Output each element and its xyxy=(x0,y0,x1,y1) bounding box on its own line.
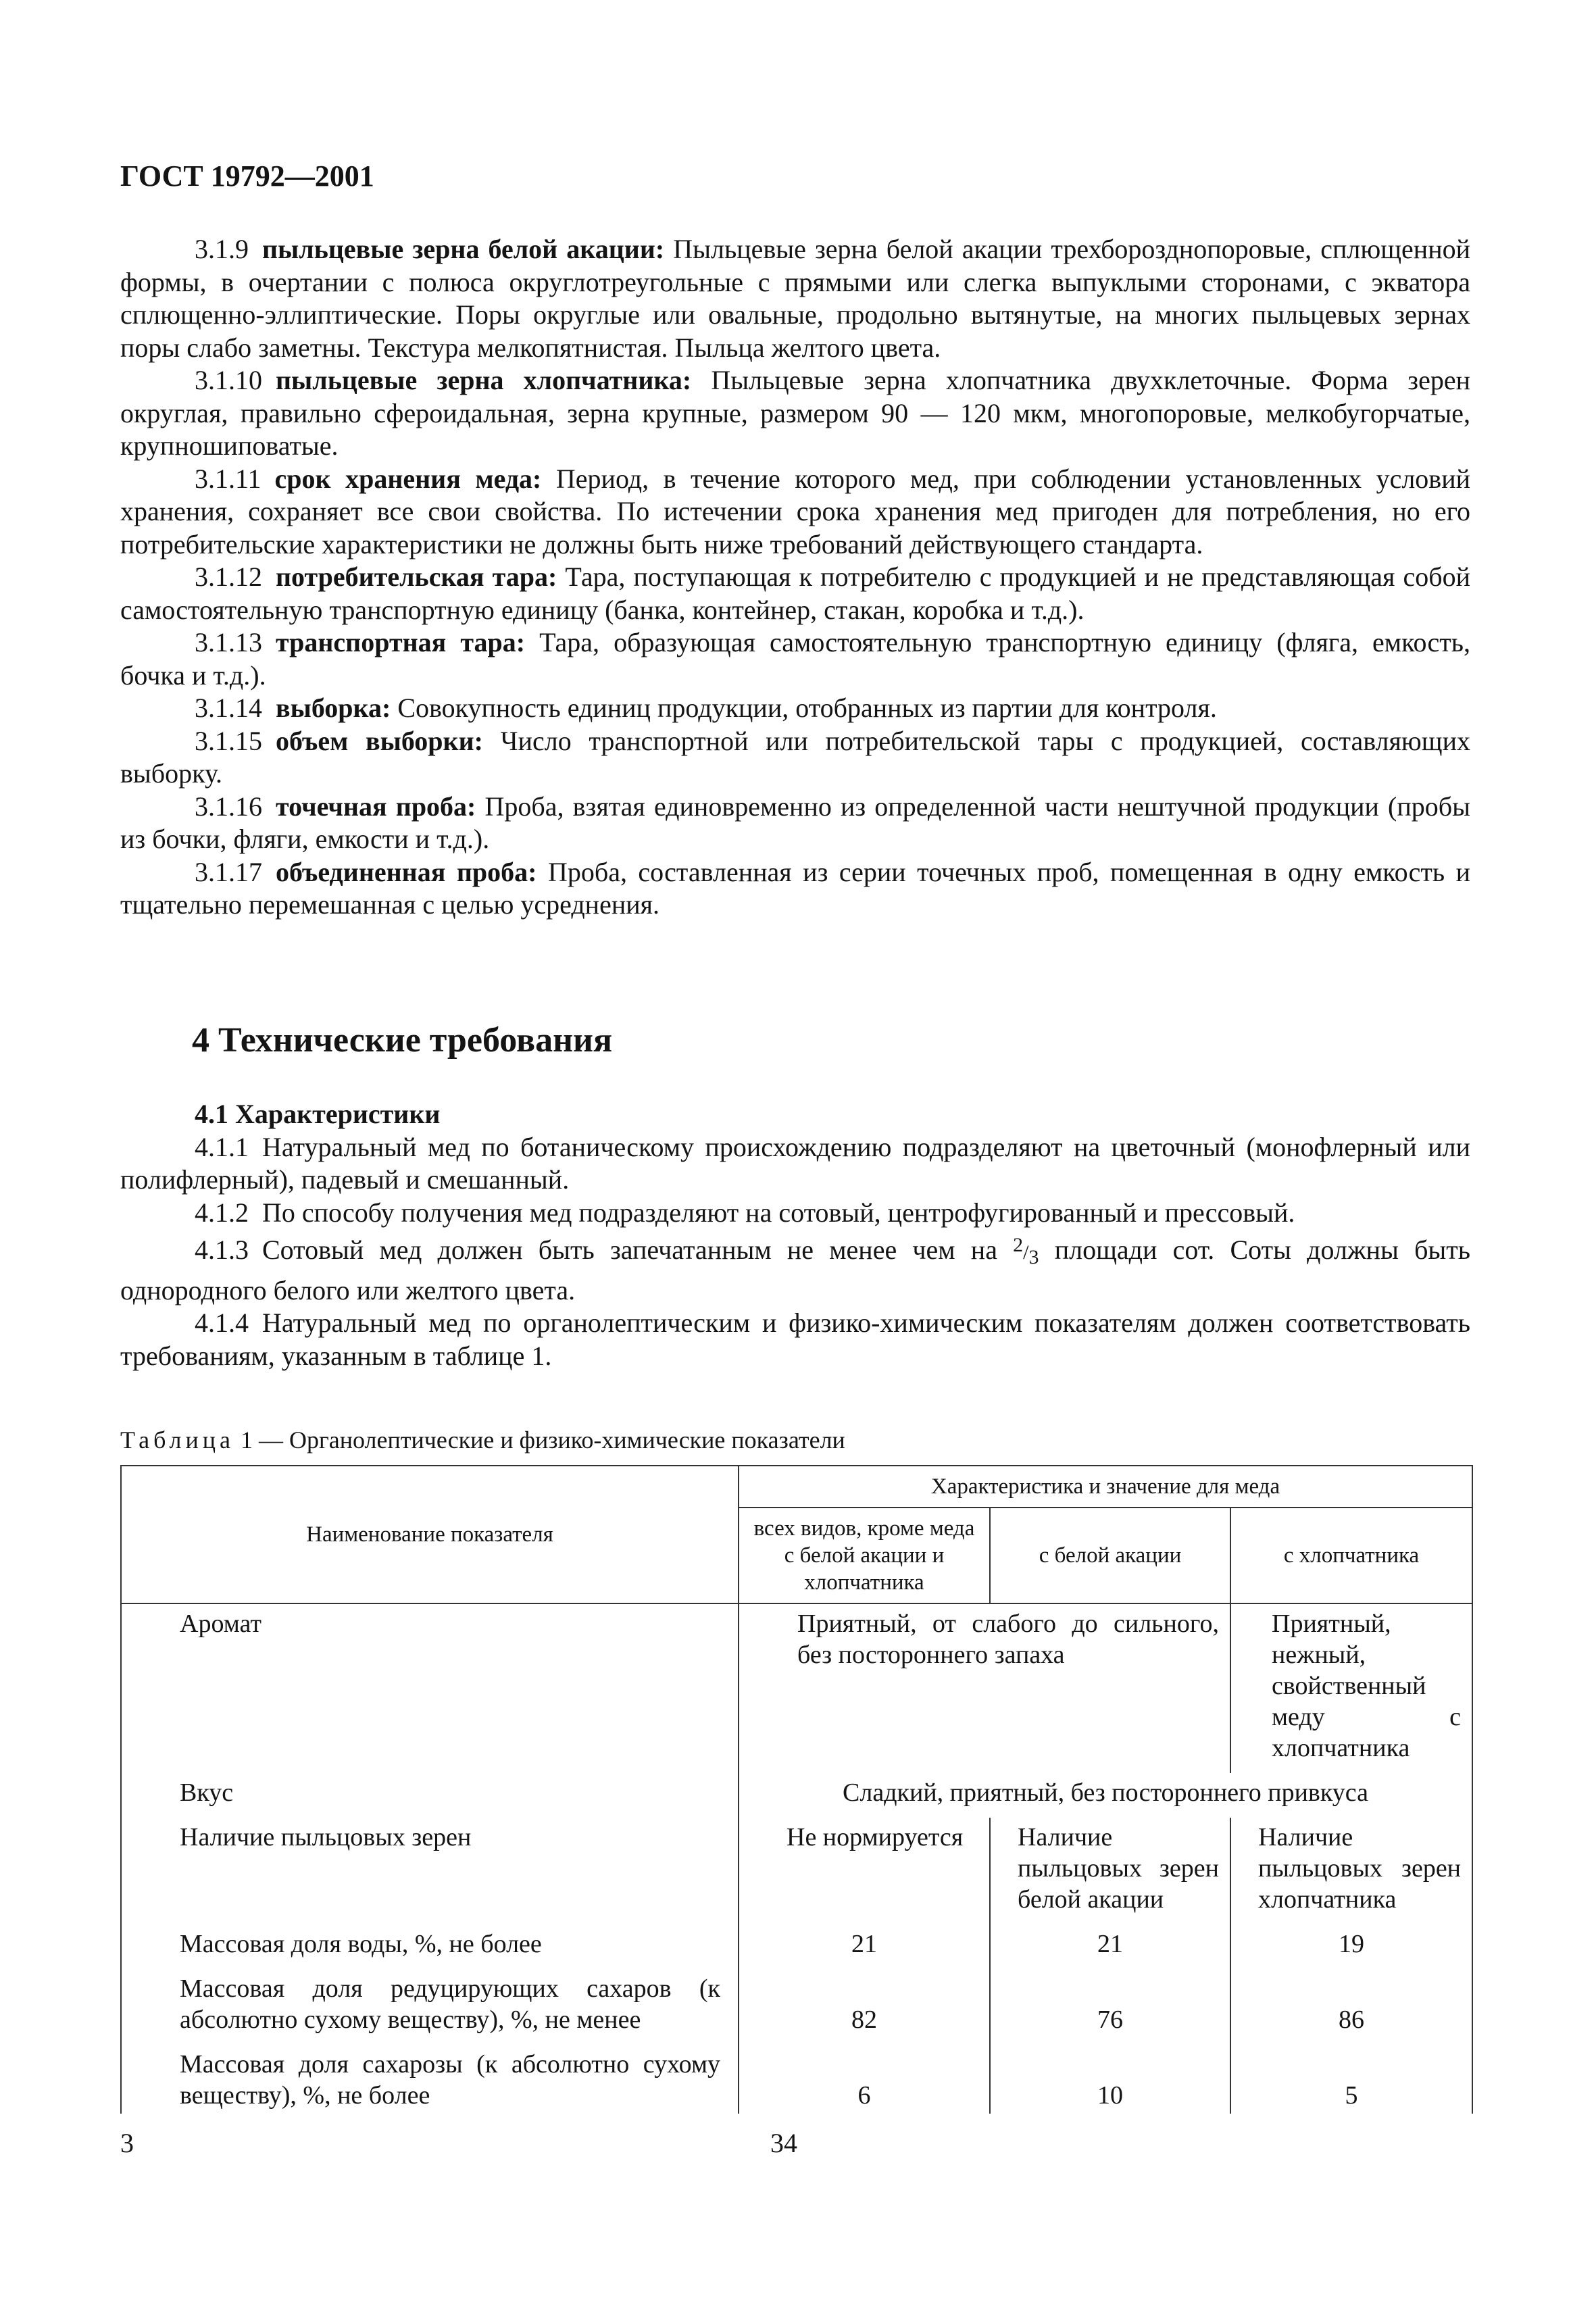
subsection-title: 4.1 Характеристики xyxy=(195,1099,441,1129)
clause-4-1-2: 4.1.2 По способу получения мед подразделяют на сотовый, центрофугированный и прессовый. xyxy=(195,1197,1295,1228)
table-row xyxy=(121,1818,1472,1924)
row-name: Массовая доля редуцирующих сахаров (к абсолютно сухому веществу), %, не менее xyxy=(121,1969,739,2045)
clause-3-1-16: 3.1.16 точечная проба: Проба, взятая единовременно из определенной части нештучной продукции (пробы из бочки, фляги, емкости и т.д.). xyxy=(120,791,1471,854)
column-header-group: Характеристика и значение для меда xyxy=(739,1466,1472,1508)
column-header-cotton: с хлопчатника xyxy=(1230,1508,1472,1603)
clause-3-1-9: 3.1.9 пыльцевые зерна белой акации: Пыльцевые зерна белой акации трехборозднопоровые, сплющенной формы, в очертании с полюса округлотреугольные с прямыми или слегка выпуклыми сторонами, с экватора сплющенно-эллиптические. Поры округлые или овальные, продольно вытянутые, на многих пыльцевых зернах поры слабо заметны. Текстура мелкопятнистая. Пыльца желтого цвета. xyxy=(120,234,1471,363)
clause-3-1-17: 3.1.17 объединенная проба: Проба, составленная из серии точечных проб, помещенная в одну емкость и тщательно перемешанная с целью усреднения. xyxy=(120,856,1471,920)
clause-3-1-13: 3.1.13 транспортная тара: Тара, образующая самостоятельную транспортную единицу (фляга, емкость, бочка и т.д.). xyxy=(120,627,1470,691)
definitions-section xyxy=(120,233,1470,922)
table-row xyxy=(121,1773,1472,1818)
column-header-name: Наименование показателя xyxy=(121,1466,739,1603)
row-name: Вкус xyxy=(121,1773,739,1818)
clause-4-1-3: 4.1.3 Сотовый мед должен быть запечатанным не менее чем на $^2/_3$ площади сот. Соты должны быть однородного белого или желтого цвета. xyxy=(120,1234,1471,1305)
cell-value: 19 xyxy=(1230,1924,1472,1969)
cell-value: Наличие пыльцовых зерен хлопчатника xyxy=(1230,1818,1472,1924)
cell-value: Приятный, нежный, свойственный меду с хлопчатника xyxy=(1230,1603,1472,1773)
row-name: Наличие пыльцовых зерен xyxy=(121,1818,739,1924)
clause-3-1-11: 3.1.11 срок хранения меда: Период, в течение которого мед, при соблюдении установленных условий хранения, сохраняет все свои свойства. По истечении срока хранения мед пригоден для потребления, но его потребительские характеристики не должны быть ниже требований действующего стандарта. xyxy=(120,463,1471,559)
cell-value: 21 xyxy=(990,1924,1230,1969)
cell-value: 5 xyxy=(1230,2045,1472,2114)
column-header-all-types: всех видов, кроме меда с белой акации и хлопчатника xyxy=(739,1508,990,1603)
requirements-section xyxy=(120,1098,1470,1372)
cell-value: 10 xyxy=(990,2045,1230,2114)
clause-4-1-1: 4.1.1 Натуральный мед по ботаническому происхождению подразделяют на цветочный (монофлерный или полифлерный), падевый и смешанный. xyxy=(120,1131,1470,1195)
cell-value: Не нормируется xyxy=(739,1818,990,1924)
clause-3-1-12: 3.1.12 потребительская тара: Тара, поступающая к потребителю с продукцией и не представляющая собой самостоятельную транспортную единицу (банка, контейнер, стакан, коробка и т.д.). xyxy=(120,562,1470,625)
cell-value: 21 xyxy=(739,1924,990,1969)
cell-value: Приятный, от слабого до сильного, без постороннего запаха xyxy=(739,1603,1230,1773)
table-row xyxy=(121,1969,1472,2045)
cell-value: Наличие пыльцовых зерен белой акации xyxy=(990,1818,1230,1924)
table-row xyxy=(121,1603,1472,1773)
clause-3-1-14: 3.1.14 выборка: Совокупность единиц продукции, отобранных из партии для контроля. xyxy=(195,693,1217,723)
column-header-acacia: с белой акации xyxy=(990,1508,1230,1603)
cell-value: 82 xyxy=(739,1969,990,2045)
cell-value: 86 xyxy=(1230,1969,1472,2045)
table-caption: Таблица 1 — Органолептические и физико-химические показатели xyxy=(120,1426,845,1453)
fraction: $^2/_3$ xyxy=(1013,1234,1039,1268)
table-row xyxy=(121,2045,1472,2114)
clause-4-1-4: 4.1.4 Натуральный мед по органолептическим и физико-химическим показателям должен соответствовать требованиям, указанным в таблице 1. xyxy=(120,1308,1470,1371)
indicators-table xyxy=(120,1465,1473,2114)
row-name: Массовая доля сахарозы (к абсолютно сухому веществу), %, не более xyxy=(121,2045,739,2114)
table-row xyxy=(121,1924,1472,1969)
clause-3-1-15: 3.1.15 объем выборки: Число транспортной или потребительской тары с продукцией, составляющих выборку. xyxy=(120,725,1471,789)
section-title: 4 Технические требования xyxy=(192,1021,613,1060)
page-number-left: 3 xyxy=(120,2128,134,2158)
clause-3-1-10: 3.1.10 пыльцевые зерна хлопчатника: Пыльцевые зерна хлопчатника двухклеточные. Форма зерен округлая, правильно сфероидальная, зерна крупные, размером 90 — 120 мкм, многопоровые, мелкобугорчатые, крупношиповатые. xyxy=(120,365,1471,461)
cell-value: 76 xyxy=(990,1969,1230,2045)
cell-value: 6 xyxy=(739,2045,990,2114)
document-code: ГОСТ 19792—2001 xyxy=(120,159,374,193)
page-number-center: 34 xyxy=(770,2128,797,2158)
row-name: Аромат xyxy=(121,1603,739,1773)
cell-value: Сладкий, приятный, без постороннего привкуса xyxy=(739,1773,1472,1818)
row-name: Массовая доля воды, %, не более xyxy=(121,1924,739,1969)
